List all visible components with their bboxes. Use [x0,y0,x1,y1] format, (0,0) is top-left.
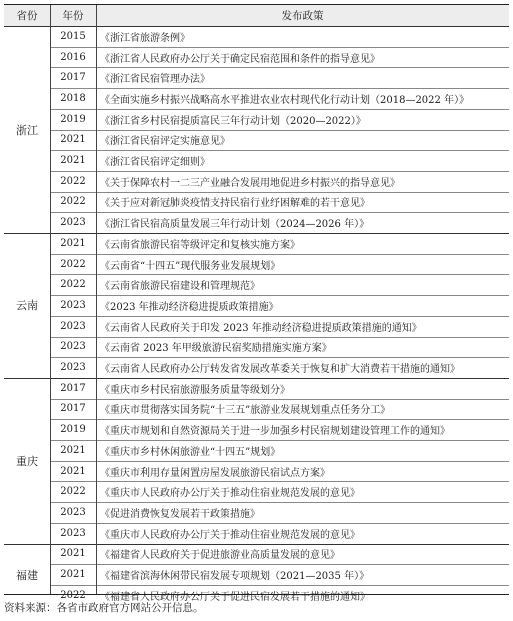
year-cell: 2023 [60,217,86,229]
policy-cell: 《浙江省民宿评定细则》 [100,157,210,169]
year-cell: 2023 [60,506,86,518]
year-cell: 2021 [60,548,86,560]
policy-cell: 《重庆市人民政府办公厅关于推动住宿业规范发展的意见》 [100,488,360,500]
header-policy: 发布政策 [281,10,324,22]
policy-cell: 《福建省滨海休闲带民宿发展专项规划（2021—2035 年）》 [100,571,370,583]
table-header [4,5,509,27]
policy-cell: 《云南省旅游民宿建设和管理规范》 [100,281,260,293]
column-divider [96,5,97,594]
province-cell: 云南 [16,299,38,313]
year-cell: 2023 [60,341,86,353]
policy-cell: 《云南省旅游民宿等级评定和复核实施方案》 [100,239,300,251]
year-cell: 2022 [60,196,86,208]
policy-cell: 《云南省人民政府关于印发 2023 年推动经济稳进提质政策措施的通知》 [100,322,422,334]
policy-cell: 《福建省人民政府办公厅关于促进民宿发展若干措施的通知》 [100,591,370,603]
year-cell: 2021 [60,237,86,249]
policy-cell: 《浙江省人民政府办公厅关于确定民宿范围和条件的指导意见》 [100,53,380,65]
policy-cell: 《全面实施乡村振兴战略高水平推进农业农村现代化行动计划（2018—2022 年）》 [100,94,470,106]
column-divider [50,5,51,594]
policy-cell: 《云南省人民政府办公厅转发省发展改革委关于恢复和扩大消费若干措施的通知》 [100,364,460,376]
policy-cell: 《浙江省乡村民宿提质富民三年行动计划（2020—2022）》 [100,115,366,127]
policy-cell: 《浙江省民宿管理办法》 [100,74,210,86]
year-cell: 2021 [60,444,86,456]
policy-table [4,4,509,603]
policy-cell: 《重庆市利用存量闲置房屋发展旅游民宿试点方案》 [100,467,330,479]
province-cell: 浙江 [16,123,38,137]
year-cell: 2023 [60,527,86,539]
year-cell: 2017 [60,72,86,84]
year-cell: 2023 [60,299,86,311]
policy-cell: 《浙江省旅游条例》 [100,32,190,44]
year-cell: 2021 [60,134,86,146]
policy-cell: 《重庆市乡村民宿旅游服务质量等级划分》 [100,384,290,396]
year-cell: 2017 [60,382,86,394]
policy-cell: 《福建省人民政府关于促进旅游业高质量发展的意见》 [100,550,340,562]
year-cell: 2021 [60,155,86,167]
policy-cell: 《重庆市规划和自然资源局关于进一步加强乡村民宿规划建设管理工作的通知》 [100,426,450,438]
year-cell: 2015 [60,30,86,42]
year-cell: 2018 [60,92,86,104]
policy-cell: 《云南省 2023 年甲级旅游民宿奖励措施实施方案》 [100,343,332,355]
year-cell: 2021 [60,465,86,477]
year-cell: 2019 [60,424,86,436]
year-cell: 2019 [60,113,86,125]
source-note: 资料来源：各省市政府官方网站公开信息。 [4,602,204,614]
year-cell: 2016 [60,51,86,63]
policy-cell: 《促进消费恢复发展若干政策措施》 [100,508,260,520]
policy-cell: 《云南省“十四五”现代服务业发展规划》 [100,260,281,272]
year-cell: 2023 [60,320,86,332]
year-cell: 2022 [60,279,86,291]
header-province: 省份 [16,10,38,22]
year-cell: 2021 [60,569,86,581]
policy-cell: 《重庆市乡村休闲旅游业“十四五”规划》 [100,446,281,458]
policy-cell: 《重庆市贯彻落实国务院“十三五”旅游业发展规划重点任务分工》 [100,405,391,417]
policy-cell: 《关于应对新冠肺炎疫情支持民宿行业纾困解难的若干意见》 [100,198,370,210]
policy-cell: 《关于保障农村一二三产业融合发展用地促进乡村振兴的指导意见》 [100,177,400,189]
year-cell: 2022 [60,589,86,601]
year-cell: 2023 [60,362,86,374]
year-cell: 2022 [60,258,86,270]
province-cell: 福建 [16,568,38,582]
policy-cell: 《2023 年推动经济稳进提质政策措施》 [100,301,279,313]
policy-cell: 《浙江省民宿高质量发展三年行动计划（2024—2026 年）》 [100,219,370,231]
year-cell: 2022 [60,486,86,498]
year-cell: 2017 [60,403,86,415]
year-cell: 2022 [60,175,86,187]
policy-cell: 《浙江省民宿评定实施意见》 [100,136,230,148]
province-cell: 重庆 [16,454,38,468]
header-year: 年份 [62,10,84,22]
policy-cell: 《重庆市人民政府办公厅关于推动住宿业规范发展的意见》 [100,529,360,541]
